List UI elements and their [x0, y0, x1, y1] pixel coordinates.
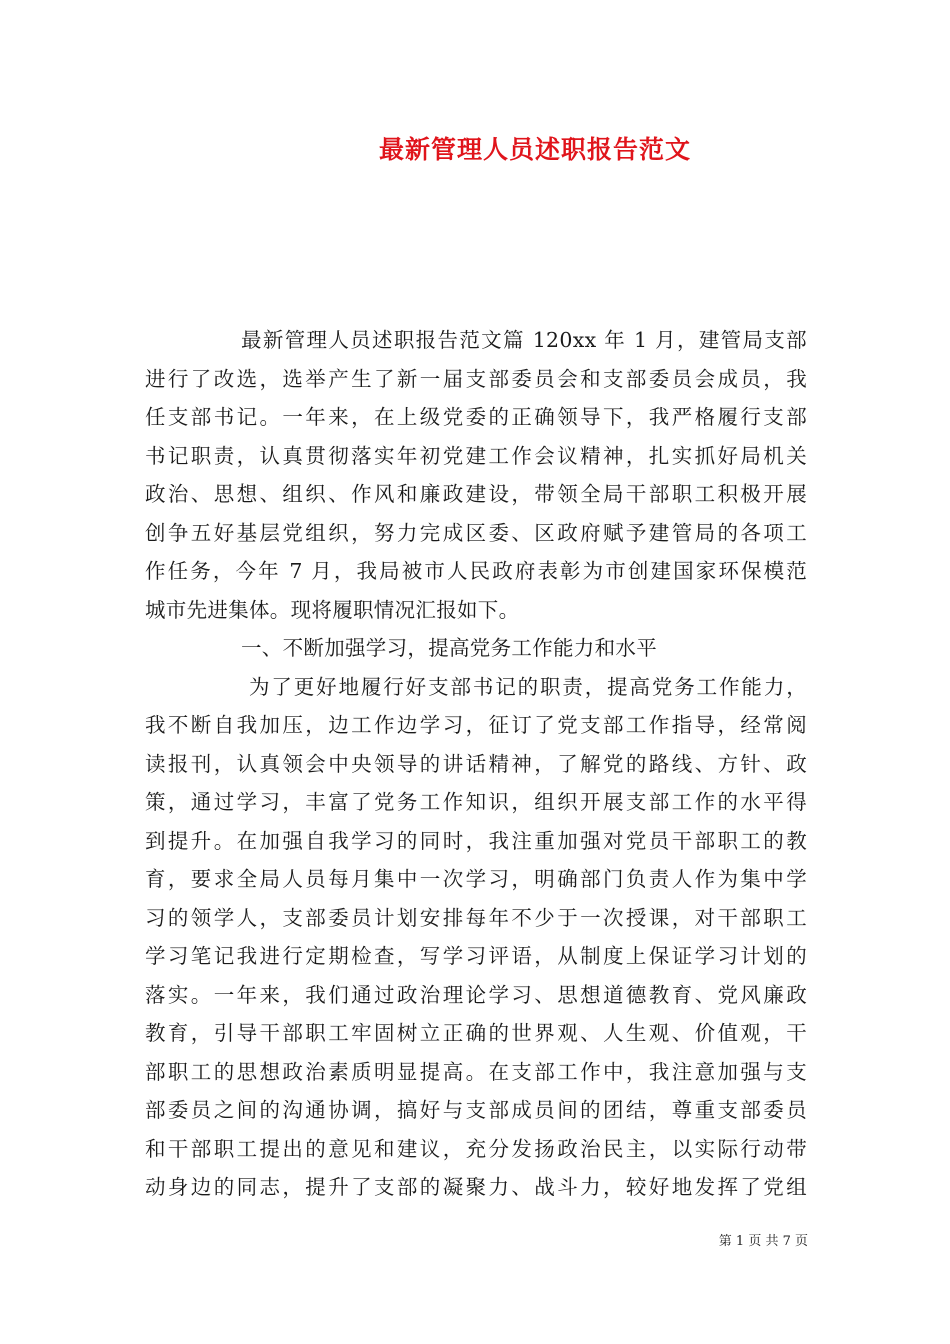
section-heading: 一、不断加强学习，提高党务工作能力和水平: [241, 636, 657, 660]
paragraph-line: 最新管理人员述职报告范文篇 120xx 年 1 月，建管局支部: [241, 328, 807, 352]
paragraph-line: 学习笔记我进行定期检查，写学习评语，从制度上保证学习计划的: [145, 944, 807, 968]
paragraph-line: 育，要求全局人员每月集中一次学习，明确部门负责人作为集中学: [145, 867, 807, 891]
paragraph-line: 和干部职工提出的意见和建议，充分发扬政治民主，以实际行动带: [145, 1136, 807, 1161]
paragraph-line: 我不断自我加压，边工作边学习，征订了党支部工作指导，经常阅: [145, 713, 807, 737]
document-title: 最新管理人员述职报告范文: [378, 135, 691, 164]
page-number: 第 1 页 共 7 页: [718, 1234, 808, 1249]
paragraph-line: 部委员之间的沟通协调，搞好与支部成员间的团结，尊重支部委员: [145, 1098, 807, 1122]
paragraph-line: 书记职责，认真贯彻落实年初党建工作会议精神，扎实抓好局机关: [145, 443, 807, 468]
paragraph-line: 部职工的思想政治素质明显提高。在支部工作中，我注意加强与支: [145, 1059, 807, 1084]
paragraph-line: 为了更好地履行好支部书记的职责，提高党务工作能力，: [249, 674, 807, 699]
paragraph-line: 动身边的同志，提升了支部的凝聚力、战斗力，较好地发挥了党组: [145, 1175, 807, 1199]
paragraph-line: 城市先进集体。现将履职情况汇报如下。: [145, 597, 520, 622]
paragraph-line: 落实。一年来，我们通过政治理论学习、思想道德教育、党风廉政: [145, 982, 807, 1007]
paragraph-line: 策，通过学习，丰富了党务工作知识，组织开展支部工作的水平得: [145, 790, 807, 814]
paragraph-line: 创争五好基层党组织，努力完成区委、区政府赋予建管局的各项工: [145, 520, 807, 545]
paragraph-line: 进行了改选，选举产生了新一届支部委员会和支部委员会成员，我: [145, 366, 807, 391]
paragraph-line: 作任务，今年 7 月，我局被市人民政府表彰为市创建国家环保模范: [145, 559, 807, 583]
paragraph-line: 读报刊，认真领会中央领导的讲话精神，了解党的路线、方针、政: [145, 751, 807, 776]
paragraph-line: 习的领学人，支部委员计划安排每年不少于一次授课，对干部职工: [145, 905, 807, 930]
paragraph-line: 教育，引导干部职工牢固树立正确的世界观、人生观、价值观，干: [145, 1021, 807, 1045]
paragraph-line: 到提升。在加强自我学习的同时，我注重加强对党员干部职工的教: [145, 828, 807, 853]
document-body: [145, 321, 807, 1207]
paragraph-line: 任支部书记。一年来，在上级党委的正确领导下，我严格履行支部: [145, 405, 807, 429]
paragraph-line: 政治、思想、组织、作风和廉政建设，带领全局干部职工积极开展: [145, 482, 807, 506]
